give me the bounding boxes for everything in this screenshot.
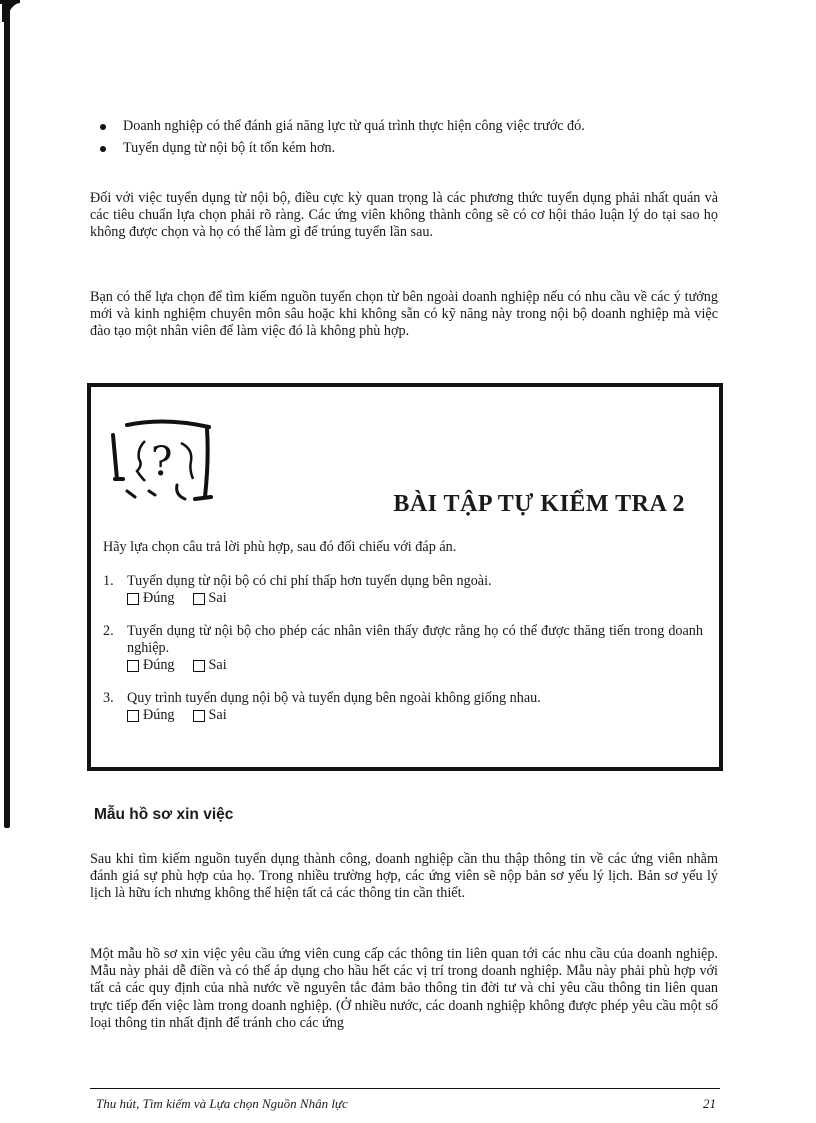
question-item [103, 623, 703, 674]
body-paragraph: Sau khi tìm kiếm nguồn tuyển dụng thành công, doanh nghiệp cần thu thập thông tin về các ứng viên nhằm đánh giá sự phù hợp của họ. Trong nhiều trường hợp, các ứng viên sẽ nộp bản sơ yếu lý lịch. Bản sơ yếu lý lịch là hữu ích nhưng không thể hiện tất cả các thông tin cần thiết. [90, 851, 718, 902]
page-number: 21 [703, 1096, 716, 1111]
binding-spine [0, 0, 20, 1123]
body-paragraph: Một mẫu hồ sơ xin việc yêu cầu ứng viên cung cấp các thông tin liên quan tới các nhu cầu của doanh nghiệp. Mẫu này phải dễ điền và có thể áp dụng cho hầu hết các vị trí trong doanh nghiệp. Mẫu này phải phù hợp với tất cả các quy định của nhà nước về nguyên tắc đảm bảo thông tin đời tư và chỉ yêu cầu thông tin liên quan trực tiếp đến việc làm trong doanh nghiệp. (Ở nhiều nước, các doanh nghiệp không được phép yêu cầu một số loại thông tin nhất định để tránh cho các ứng [90, 946, 718, 1031]
bullet-item [96, 118, 720, 135]
bullet-item [96, 140, 720, 157]
answer-choices [127, 707, 703, 724]
footer-book-title: Thu hút, Tìm kiếm và Lựa chọn Nguồn Nhân lực [96, 1096, 348, 1111]
question-item [103, 573, 703, 607]
exercise-instruction: Hãy lựa chọn câu trả lời phù hợp, sau đó đối chiếu với đáp án. [103, 539, 457, 555]
footer-divider [90, 1088, 720, 1089]
intro-paragraph: Đối với việc tuyển dụng từ nội bộ, điều cực kỳ quan trọng là các phương thức tuyển dụng phải nhất quán và các tiêu chuẩn lựa chọn phải rõ ràng. Các ứng viên không thành công sẽ có cơ hội thảo luận lý do tại sao họ không được chọn và họ có thể làm gì để trúng tuyển lần sau. [90, 190, 718, 241]
intro-paragraph: Bạn có thể lựa chọn để tìm kiếm nguồn tuyển chọn từ bên ngoài doanh nghiệp nếu có nhu cầu về các ý tưởng mới và kinh nghiệm chuyên môn sâu hoặc khi không sẵn có kỹ năng này trong nội bộ doanh nghiệp mà việc đào tạo một nhân viên để làm việc đó là không phù hợp. [90, 289, 718, 340]
thinking-question-icon [105, 419, 215, 501]
false-checkbox[interactable] [193, 657, 227, 674]
true-label: Đúng [143, 590, 175, 606]
true-checkbox[interactable] [127, 707, 175, 724]
question-item [103, 690, 703, 724]
question-list [103, 573, 703, 740]
true-label: Đúng [143, 707, 175, 723]
bullet-text: Tuyển dụng từ nội bộ ít tốn kém hơn. [123, 140, 336, 156]
true-checkbox[interactable] [127, 657, 175, 674]
question-number: 3. [103, 690, 114, 706]
question-text: Tuyển dụng từ nội bộ cho phép các nhân viên thấy được rằng họ có thể được thăng tiến trong doanh nghiệp. [127, 623, 703, 656]
false-label: Sai [208, 707, 227, 723]
intro-bullet-list [96, 118, 720, 162]
svg-text:?: ? [151, 439, 173, 485]
checkbox-icon [127, 593, 139, 605]
checkbox-icon [193, 593, 205, 605]
false-checkbox[interactable] [193, 590, 227, 607]
false-label: Sai [208, 590, 227, 606]
bullet-text: Doanh nghiệp có thể đánh giá năng lực từ quá trình thực hiện công việc trước đó. [123, 118, 585, 134]
question-number: 1. [103, 573, 114, 589]
binding-corner-mark [0, 0, 20, 22]
checkbox-icon [127, 710, 139, 722]
question-text: Quy trình tuyển dụng nội bộ và tuyển dụng bên ngoài không giống nhau. [127, 690, 541, 706]
section-heading: Mẫu hồ sơ xin việc [94, 806, 234, 823]
answer-choices [127, 590, 703, 607]
binding-bar [4, 8, 10, 828]
false-checkbox[interactable] [193, 707, 227, 724]
checkbox-icon [193, 710, 205, 722]
true-label: Đúng [143, 657, 175, 673]
false-label: Sai [208, 657, 227, 673]
question-number: 2. [103, 623, 114, 639]
bullet-dot-icon [100, 146, 106, 152]
self-test-exercise-box [87, 383, 723, 771]
bullet-dot-icon [100, 124, 106, 130]
checkbox-icon [193, 660, 205, 672]
exercise-title: BÀI TẬP TỰ KIỂM TRA 2 [393, 491, 685, 517]
true-checkbox[interactable] [127, 590, 175, 607]
checkbox-icon [127, 660, 139, 672]
answer-choices [127, 657, 703, 674]
question-text: Tuyển dụng từ nội bộ có chi phí thấp hơn tuyển dụng bên ngoài. [127, 573, 492, 589]
